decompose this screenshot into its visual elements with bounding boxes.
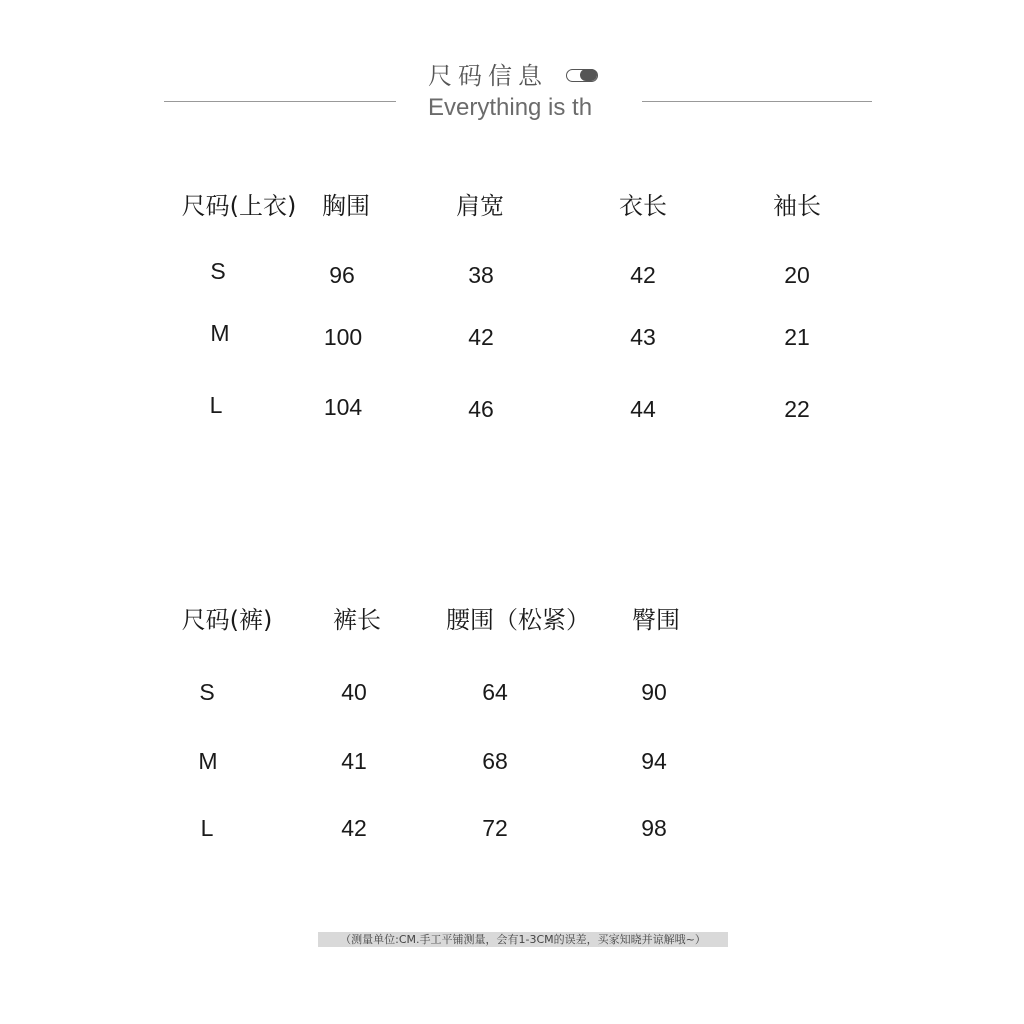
pants-length-m: 41 <box>341 748 367 774</box>
pants-waist-m: 68 <box>482 748 508 774</box>
pants-size-l: L <box>200 815 214 841</box>
pants-col-hip: 臀围 <box>632 606 680 634</box>
tops-sleeve-s: 20 <box>784 262 810 288</box>
tops-sleeve-l: 22 <box>784 396 810 422</box>
tops-shoulder-s: 38 <box>468 262 494 288</box>
toggle-knob <box>580 69 597 81</box>
pants-col-length: 裤长 <box>333 606 381 634</box>
tops-size-m: M <box>210 320 230 346</box>
tops-col-chest: 胸围 <box>322 192 370 220</box>
page-title: 尺码信息 <box>428 62 548 90</box>
pants-col-waist: 腰围（松紧） <box>446 606 590 634</box>
pants-hip-s: 90 <box>641 679 667 705</box>
tops-size-s: S <box>210 258 226 284</box>
tops-chest-s: 96 <box>329 262 355 288</box>
divider-left <box>164 101 396 102</box>
measurement-note: （测量单位:CM.手工平铺测量，会有1-3CM的误差，买家知晓并谅解哦~） <box>318 932 728 947</box>
pants-col-size: 尺码(裤) <box>181 606 273 634</box>
pants-length-l: 42 <box>341 815 367 841</box>
pants-hip-l: 98 <box>641 815 667 841</box>
pants-waist-s: 64 <box>482 679 508 705</box>
pants-waist-l: 72 <box>482 815 508 841</box>
tops-length-s: 42 <box>630 262 656 288</box>
tops-chest-m: 100 <box>323 324 363 350</box>
pants-length-s: 40 <box>341 679 367 705</box>
tops-col-shoulder: 肩宽 <box>456 192 504 220</box>
tops-col-size: 尺码(上衣) <box>181 192 297 220</box>
page-subtitle: Everything is th <box>428 94 593 121</box>
tops-sleeve-m: 21 <box>784 324 810 350</box>
tops-size-l: L <box>209 392 223 418</box>
tops-shoulder-m: 42 <box>468 324 494 350</box>
tops-col-length: 衣长 <box>619 192 667 220</box>
divider-right <box>642 101 872 102</box>
tops-length-m: 43 <box>630 324 656 350</box>
tops-chest-l: 104 <box>323 394 363 420</box>
pants-size-m: M <box>198 748 218 774</box>
tops-shoulder-l: 46 <box>468 396 494 422</box>
pants-hip-m: 94 <box>641 748 667 774</box>
tops-length-l: 44 <box>630 396 656 422</box>
pants-size-s: S <box>199 679 215 705</box>
toggle-icon <box>566 69 598 82</box>
tops-col-sleeve: 袖长 <box>773 192 821 220</box>
